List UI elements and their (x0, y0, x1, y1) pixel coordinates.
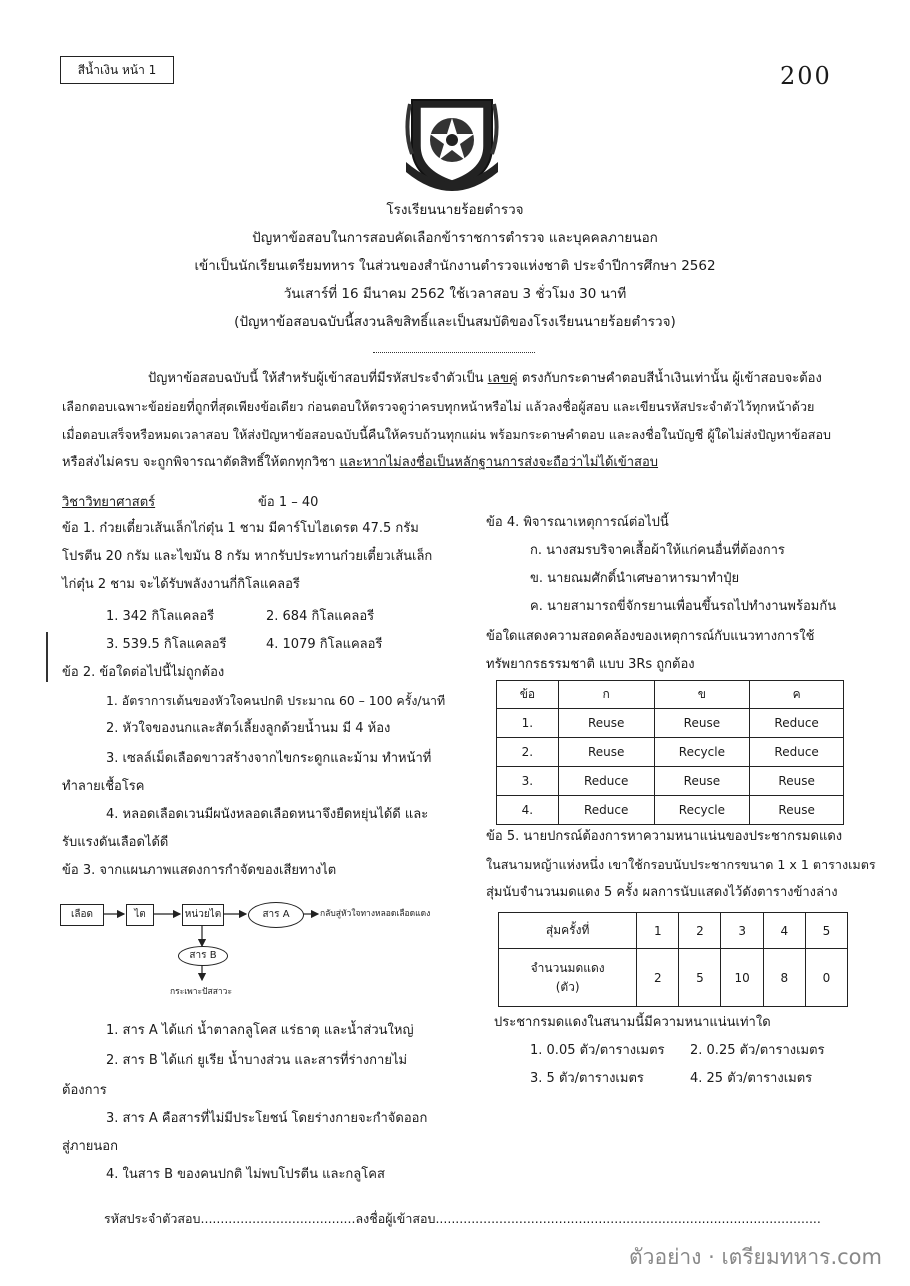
table-cell: Reduce (558, 767, 654, 796)
table-cell: Reuse (654, 767, 750, 796)
q4-event-b: ข. นายณมศักดิ์นำเศษอาหารมาทำปุ๋ย (530, 571, 740, 586)
flow-node-kidney: ไต (126, 904, 154, 926)
school-name: โรงเรียนนายร้อยตำรวจ (386, 202, 524, 218)
q1-text-line2: โปรตีน 20 กรัม และไขมัน 8 กรัม หากรับประทานก๋วยเตี๋ยวเส้นเล็ก (62, 549, 433, 564)
q2-choice-2: 2. หัวใจของนกและสัตว์เลี้ยงลูกด้วยน้ำนม มี 4 ห้อง (106, 721, 391, 736)
instructions-line3: เมื่อตอบเสร็จหรือหมดเวลาสอบ ให้ส่งปัญหาข้อสอบฉบับนี้คืนให้ครบถ้วนทุกแผ่น พร้อมกระดาษคำตอบ และลงชื่อในบัญชี ผู้ใดไม่ส่งปัญหาข้อสอบ (62, 427, 832, 442)
table-row (497, 738, 844, 767)
q2-choice-3-line1: 3. เซลล์เม็ดเลือดขาวสร้างจากไขกระดูกและม้าม ทำหน้าที่ (106, 751, 432, 766)
table-row (499, 913, 848, 949)
table-header-cell: ค (750, 681, 844, 709)
signature-line: รหัสประจำตัวสอบ.......................................ลงชื่อผู้เข้าสอบ................................................................................................. (104, 1211, 821, 1226)
instructions-text: ปัญหาข้อสอบฉบับนี้ ให้สำหรับผู้เข้าสอบที่มีรหัสประจำตัวเป็น (148, 371, 484, 386)
table-row-label: สุ่มครั้งที่ (499, 913, 637, 949)
q2-choice-3-line2: ทำลายเชื้อโรค (62, 779, 145, 794)
table-cell: Recycle (654, 796, 750, 825)
q4-question-line1: ข้อใดแสดงความสอดคล้องของเหตุการณ์กับแนวทางการใช้ (486, 629, 815, 644)
q2-text: ข้อ 2. ข้อใดต่อไปนี้ไม่ถูกต้อง (62, 665, 225, 680)
table-cell: 1 (637, 913, 679, 949)
margin-mark (46, 632, 48, 682)
q5-question: ประชากรมดแดงในสนามนี้มีความหนาแน่นเท่าใด (494, 1015, 771, 1030)
q2-choice-4-line2: รับแรงดันเลือดได้ดี (62, 835, 169, 850)
site-watermark: ตัวอย่าง · เตรียมทหาร.com (629, 1245, 882, 1269)
q1-choice-4: 4. 1079 กิโลแคลอรี (266, 637, 383, 652)
q5-text-line2: ในสนามหญ้าแห่งหนึ่ง เขาใช้กรอบนับประชากรขนาด 1 x 1 ตารางเมตร (486, 857, 876, 872)
q5-text-line1: ข้อ 5. นายปกรณ์ต้องการหาความหนาแน่นของประชากรมดแดง (486, 829, 843, 844)
q3-choice-4: 4. ในสาร B ของคนปกติ ไม่พบโปรตีน และกลูโคส (106, 1167, 385, 1182)
exam-date-line: วันเสาร์ที่ 16 มีนาคม 2562 ใช้เวลาสอบ 3 ชั่วโมง 30 นาที (283, 286, 627, 302)
table-row (497, 709, 844, 738)
table-header-cell: ก (558, 681, 654, 709)
flow-node-nephron: หน่วยไต (182, 904, 224, 926)
exam-title-line2: เข้าเป็นนักเรียนเตรียมทหาร ในส่วนของสำนักงานตำรวจแห่งชาติ ประจำปีการศึกษา 2562 (194, 258, 716, 274)
q4-event-a: ก. นางสมรบริจาคเสื้อผ้าให้แก่คนอื่นที่ต้องการ (530, 543, 785, 558)
table-cell: 4 (763, 913, 805, 949)
q3-choice-2-line1: 2. สาร B ได้แก่ ยูเรีย น้ำบางส่วน และสารที่ร่างกายไม่ (106, 1053, 408, 1068)
table-cell: Reuse (654, 709, 750, 738)
q3-choice-3-line2: สู่ภายนอก (62, 1139, 118, 1154)
table-cell: Reuse (750, 767, 844, 796)
q1-text-line3: ไก่ตุ๋น 2 ชาม จะได้รับพลังงานกี่กิโลแคลอรี (62, 577, 300, 592)
flow-node-return-heart: กลับสู่หัวใจทางหลอดเลือดแดง (320, 909, 431, 919)
table-cell: Reuse (558, 738, 654, 767)
flow-node-substance-b: สาร B (178, 946, 228, 966)
q4-answer-table (496, 680, 844, 825)
flow-node-substance-a: สาร A (248, 902, 304, 928)
q3-text: ข้อ 3. จากแผนภาพแสดงการกำจัดของเสียทางไต (62, 863, 337, 878)
page-color-label: สีน้ำเงิน หน้า 1 (60, 56, 174, 84)
table-cell: 3 (721, 913, 763, 949)
table-cell: Recycle (654, 738, 750, 767)
q1-choice-2: 2. 684 กิโลแคลอรี (266, 609, 375, 624)
table-cell: Reduce (750, 709, 844, 738)
table-cell: Reuse (558, 709, 654, 738)
table-cell: 0 (805, 949, 847, 1007)
q5-choice-3: 3. 5 ตัว/ตารางเมตร (530, 1071, 644, 1086)
instructions-text: หรือส่งไม่ครบ จะถูกพิจารณาตัดสิทธิ์ให้ตกทุกวิชา (62, 455, 340, 470)
table-row-label-line2: (ตัว) (555, 979, 580, 994)
q3-choice-2-line2: ต้องการ (62, 1083, 107, 1098)
q1-choice-3: 3. 539.5 กิโลแคลอรี (106, 637, 227, 652)
instructions-line4 (62, 454, 658, 472)
table-row (497, 767, 844, 796)
table-row (497, 796, 844, 825)
q1-text-line1: ข้อ 1. ก๋วยเตี๋ยวเส้นเล็กไก่ตุ๋น 1 ชาม มีคาร์โบไฮเดรต 47.5 กรัม (62, 521, 419, 536)
table-cell: Reduce (750, 738, 844, 767)
instructions-line2: เลือกตอบเฉพาะข้อย่อยที่ถูกที่สุดเพียงข้อเดียว ก่อนตอบให้ตรวจดูว่าครบทุกหน้าหรือไม่ แล้วลงชื่อผู้สอบ และเขียนรหัสประจำตัวไว้ทุกหน้าด้วย (62, 399, 815, 414)
q5-choice-2: 2. 0.25 ตัว/ตารางเมตร (690, 1043, 825, 1058)
page-number: 200 (780, 62, 832, 90)
table-header-cell: ข้อ (497, 681, 559, 709)
table-cell: Reuse (750, 796, 844, 825)
table-header-cell: ข (654, 681, 750, 709)
q3-choice-1: 1. สาร A ได้แก่ น้ำตาลกลูโคส แร่ธาตุ และน้ำส่วนใหญ่ (106, 1023, 414, 1038)
exam-title-line1: ปัญหาข้อสอบในการสอบคัดเลือกข้าราชการตำรวจ และบุคคลภายนอก (252, 230, 658, 246)
table-header-row (497, 681, 844, 709)
separator-dots (373, 352, 535, 353)
police-academy-emblem-logo (402, 92, 502, 196)
flow-node-blood: เลือด (60, 904, 104, 926)
table-cell: 4. (497, 796, 559, 825)
q4-text: ข้อ 4. พิจารณาเหตุการณ์ต่อไปนี้ (486, 515, 669, 530)
table-row (499, 949, 848, 1007)
table-cell: 10 (721, 949, 763, 1007)
section-range: ข้อ 1 – 40 (258, 495, 319, 510)
instructions-warning: และหากไม่ลงชื่อเป็นหลักฐานการส่งจะถือว่าไม่ได้เข้าสอบ (339, 455, 659, 470)
table-cell: 1. (497, 709, 559, 738)
q3-choice-3-line1: 3. สาร A คือสารที่ไม่มีประโยชน์ โดยร่างกายจะกำจัดออก (106, 1111, 428, 1126)
q5-choice-4: 4. 25 ตัว/ตารางเมตร (690, 1071, 813, 1086)
q1-choice-1: 1. 342 กิโลแคลอรี (106, 609, 215, 624)
copyright-line: (ปัญหาข้อสอบฉบับนี้สงวนลิขสิทธิ์และเป็นสมบัติของโรงเรียนนายร้อยตำรวจ) (234, 314, 676, 330)
table-cell: Reduce (558, 796, 654, 825)
table-cell: 2. (497, 738, 559, 767)
q5-text-line3: สุ่มนับจำนวนมดแดง 5 ครั้ง ผลการนับแสดงไว้ดังตารางข้างล่าง (486, 885, 838, 900)
table-row-label-line1: จำนวนมดแดง (530, 960, 605, 975)
table-cell: 2 (679, 913, 721, 949)
instructions-line1 (148, 370, 822, 388)
even-number-emphasis: เลขคู่ (487, 371, 518, 386)
q4-event-c: ค. นายสามารถขี่จักรยานเพื่อนขึ้นรถไปทำงานพร้อมกัน (530, 599, 837, 614)
q5-count-table (498, 912, 848, 1007)
q4-question-line2: ทรัพยากรธรรมชาติ แบบ 3Rs ถูกต้อง (486, 657, 695, 672)
table-row-label (499, 949, 637, 1007)
section-title: วิชาวิทยาศาสตร์ (62, 495, 156, 510)
flow-node-bladder: กระเพาะปัสสาวะ (170, 987, 233, 997)
kidney-flow-diagram (60, 898, 480, 1004)
table-cell: 3. (497, 767, 559, 796)
q2-choice-1: 1. อัตราการเต้นของหัวใจคนปกติ ประมาณ 60 – 100 ครั้ง/นาที (106, 693, 446, 708)
table-cell: 8 (763, 949, 805, 1007)
table-cell: 5 (679, 949, 721, 1007)
instructions-text: ตรงกับกระดาษคำตอบสีน้ำเงินเท่านั้น ผู้เข้าสอบจะต้อง (517, 371, 822, 386)
q5-choice-1: 1. 0.05 ตัว/ตารางเมตร (530, 1043, 665, 1058)
table-cell: 2 (637, 949, 679, 1007)
table-cell: 5 (805, 913, 847, 949)
q2-choice-4-line1: 4. หลอดเลือดเวนมีผนังหลอดเลือดหนาจึงยืดหยุ่นได้ดี และ (106, 807, 429, 822)
